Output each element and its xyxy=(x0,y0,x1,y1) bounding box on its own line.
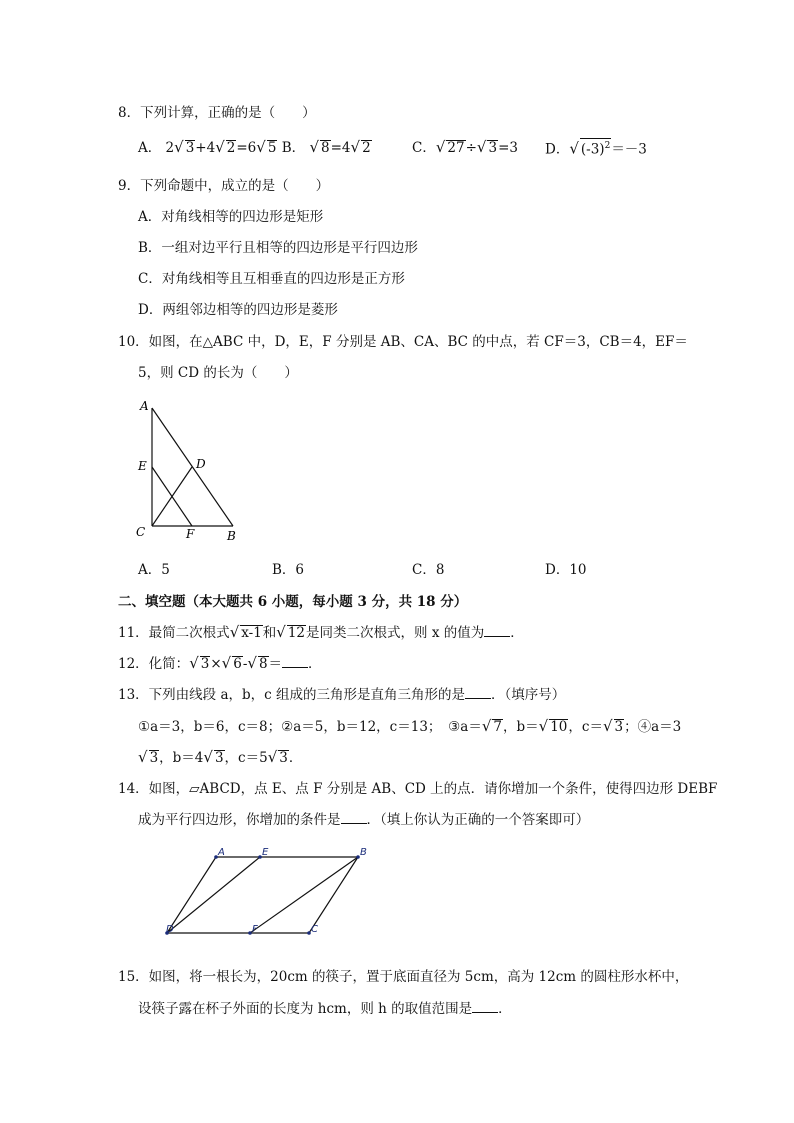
q9-stem: 9．下列命题中，成立的是（ ） xyxy=(118,178,330,194)
q10-label-b: B xyxy=(227,529,236,543)
q10-label-d: D xyxy=(196,457,206,471)
q14-label-a: A xyxy=(218,847,225,858)
q10-label-a: A xyxy=(140,399,149,413)
q10-stem-line1: 10．如图，在△ABC 中，D，E，F 分别是 AB、CA、BC 的中点，若 CF＝3，CB＝4，EF＝ xyxy=(118,334,688,350)
q9-option-b: B．一组对边平行且相等的四边形是平行四边形 xyxy=(138,240,418,256)
section-heading-fill-in: 二、填空题（本大题共 6 小题，每小题 3 分，共 18 分） xyxy=(118,594,468,610)
q14-stem-line2: 成为平行四边形，你增加的条件是 ．（填上你认为正确的一个答案即可） xyxy=(138,812,590,828)
q13-items-line: ①a＝3，b＝6，c＝8；②a＝5，b＝12，c＝13； ③a＝√ 7，b＝√ 10，c＝√ 3；④a＝3 xyxy=(138,717,682,735)
q12-answer-blank[interactable] xyxy=(282,655,308,668)
q14-parallelogram-figure xyxy=(160,845,375,943)
q10-stem-line2: 5，则 CD 的长为（ ） xyxy=(138,365,298,381)
q8-option-a-label: A． xyxy=(138,140,162,156)
q9-option-a: A．对角线相等的四边形是矩形 xyxy=(138,209,324,225)
q11-line: 11．最简二次根式√ x-1和√ 12是同类二次根式，则 x 的值为 ． xyxy=(118,623,524,641)
q8-options-row: A． 2√ 3+4√ 2=6√ 5 B． √ 8=4√ 2 xyxy=(138,138,371,156)
q13-items-line-3: √ 3，b＝4√ 3，c＝5√ 3． xyxy=(138,748,303,766)
q15-stem-line1: 15．如图，将一根长为，20cm 的筷子，置于底面直径为 5cm，高为 12cm 的圆柱形水杯中， xyxy=(118,969,689,985)
q10-label-c: C xyxy=(136,525,146,539)
q14-label-f: F xyxy=(252,924,258,935)
q9-option-c: C．对角线相等且互相垂直的四边形是正方形 xyxy=(138,271,405,287)
q8-option-d: D．√ $(-3)^2=-3$ xyxy=(545,139,647,158)
q15-answer-blank[interactable] xyxy=(472,1000,498,1013)
q9-option-d: D．两组邻边相等的四边形是菱形 xyxy=(138,302,338,318)
q12-line: 12．化简：√ 3×√ 6-√ 8＝ ． xyxy=(118,654,322,672)
q15-stem-line2: 设筷子露在杯子外面的长度为 hcm，则 h 的取值范围是 ． xyxy=(138,1001,512,1017)
q13-answer-blank[interactable] xyxy=(465,686,491,699)
q10-label-f: F xyxy=(186,527,195,541)
q14-label-c: C xyxy=(311,924,318,935)
q14-label-d: D xyxy=(166,924,174,935)
q8-option-c: C．√ 27÷√ 3=3 xyxy=(412,138,518,156)
q11-answer-blank[interactable] xyxy=(484,624,510,637)
q10-label-e: E xyxy=(138,459,147,473)
q10-triangle-figure xyxy=(130,395,250,545)
q13-stem: 13．下列由线段 a，b，c 组成的三角形是直角三角形的是 ．（填序号） xyxy=(118,687,566,703)
q10-option-c: C．8 xyxy=(412,562,445,578)
q10-option-a: A．5 xyxy=(138,562,170,578)
q10-option-d: D．10 xyxy=(545,562,587,578)
q14-label-b: B xyxy=(360,847,367,858)
q14-label-e: E xyxy=(262,847,269,858)
q8-stem: 8．下列计算，正确的是（ ） xyxy=(118,105,316,121)
q14-stem-line1: 14．如图，▱ABCD，点 E、点 F 分别是 AB、CD 上的点．请你增加一个条件，使得四边形 DEBF xyxy=(118,781,718,797)
q8-option-b-label: B． xyxy=(281,140,306,156)
q14-answer-blank[interactable] xyxy=(341,811,367,824)
q10-option-b: B．6 xyxy=(272,562,305,578)
